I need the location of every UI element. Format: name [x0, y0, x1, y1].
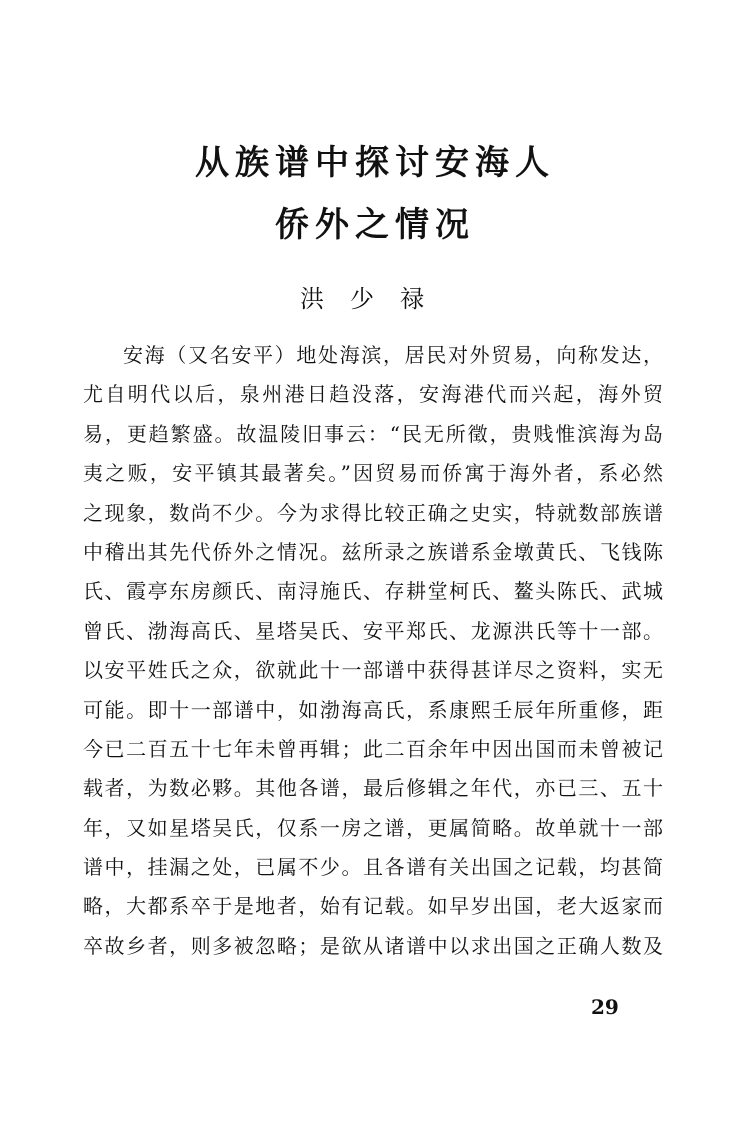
body-line: 谱中，挂漏之处，已属不少。且各谱有关出国之记载，均甚简: [83, 855, 663, 880]
body-line: 今已二百五十七年未曾再辑；此二百余年中因出国而未曾被记: [83, 736, 663, 761]
page-number: 29: [591, 995, 619, 1019]
author-name: 洪少禄: [300, 285, 450, 313]
body-line: 氏、霞亭东房颜氏、南浔施氏、存耕堂柯氏、鳌头陈氏、武城: [83, 579, 663, 604]
title-line-1: 从族谱中探讨安海人: [195, 143, 555, 183]
body-line: 载者，为数必夥。其他各谱，最后修辑之年代，亦已三、五十: [83, 776, 663, 801]
body-line: 年，又如星塔吴氏，仅系一房之谱，更属简略。故单就十一部: [83, 815, 663, 840]
body-line: 尤自明代以后，泉州港日趋没落，安海港代而兴起，海外贸: [83, 382, 663, 407]
body-line: 易，更趋繁盛。故温陵旧事云：“民无所徵，贵贱惟滨海为岛: [83, 421, 663, 446]
title-line-2: 侨外之情况: [275, 205, 475, 245]
body-line: 略，大都系卒于是地者，始有记载。如早岁出国，老大返家而: [83, 894, 663, 919]
body-line: 以安平姓氏之众，欲就此十一部谱中获得甚详尽之资料，实无: [83, 658, 663, 683]
body-line: 曾氏、渤海高氏、星塔吴氏、安平郑氏、龙源洪氏等十一部。: [83, 618, 663, 643]
body-line: 之现象，数尚不少。今为求得比较正确之史实，特就数部族谱: [83, 500, 663, 525]
body-line: 安海（又名安平）地处海滨，居民对外贸易，向称发达，: [123, 343, 663, 367]
body-line: 卒故乡者，则多被忽略；是欲从诸谱中以求出国之正确人数及: [83, 933, 663, 958]
body-line: 中稽出其先代侨外之情况。兹所录之族谱系金墩黄氏、飞钱陈: [83, 539, 663, 564]
body-line: 可能。即十一部谱中，如渤海高氏，系康熙壬辰年所重修，距: [83, 697, 663, 722]
body-text: [83, 336, 663, 966]
body-line: 夷之贩，安平镇其最著矣。”因贸易而侨寓于海外者，系必然: [83, 461, 663, 486]
